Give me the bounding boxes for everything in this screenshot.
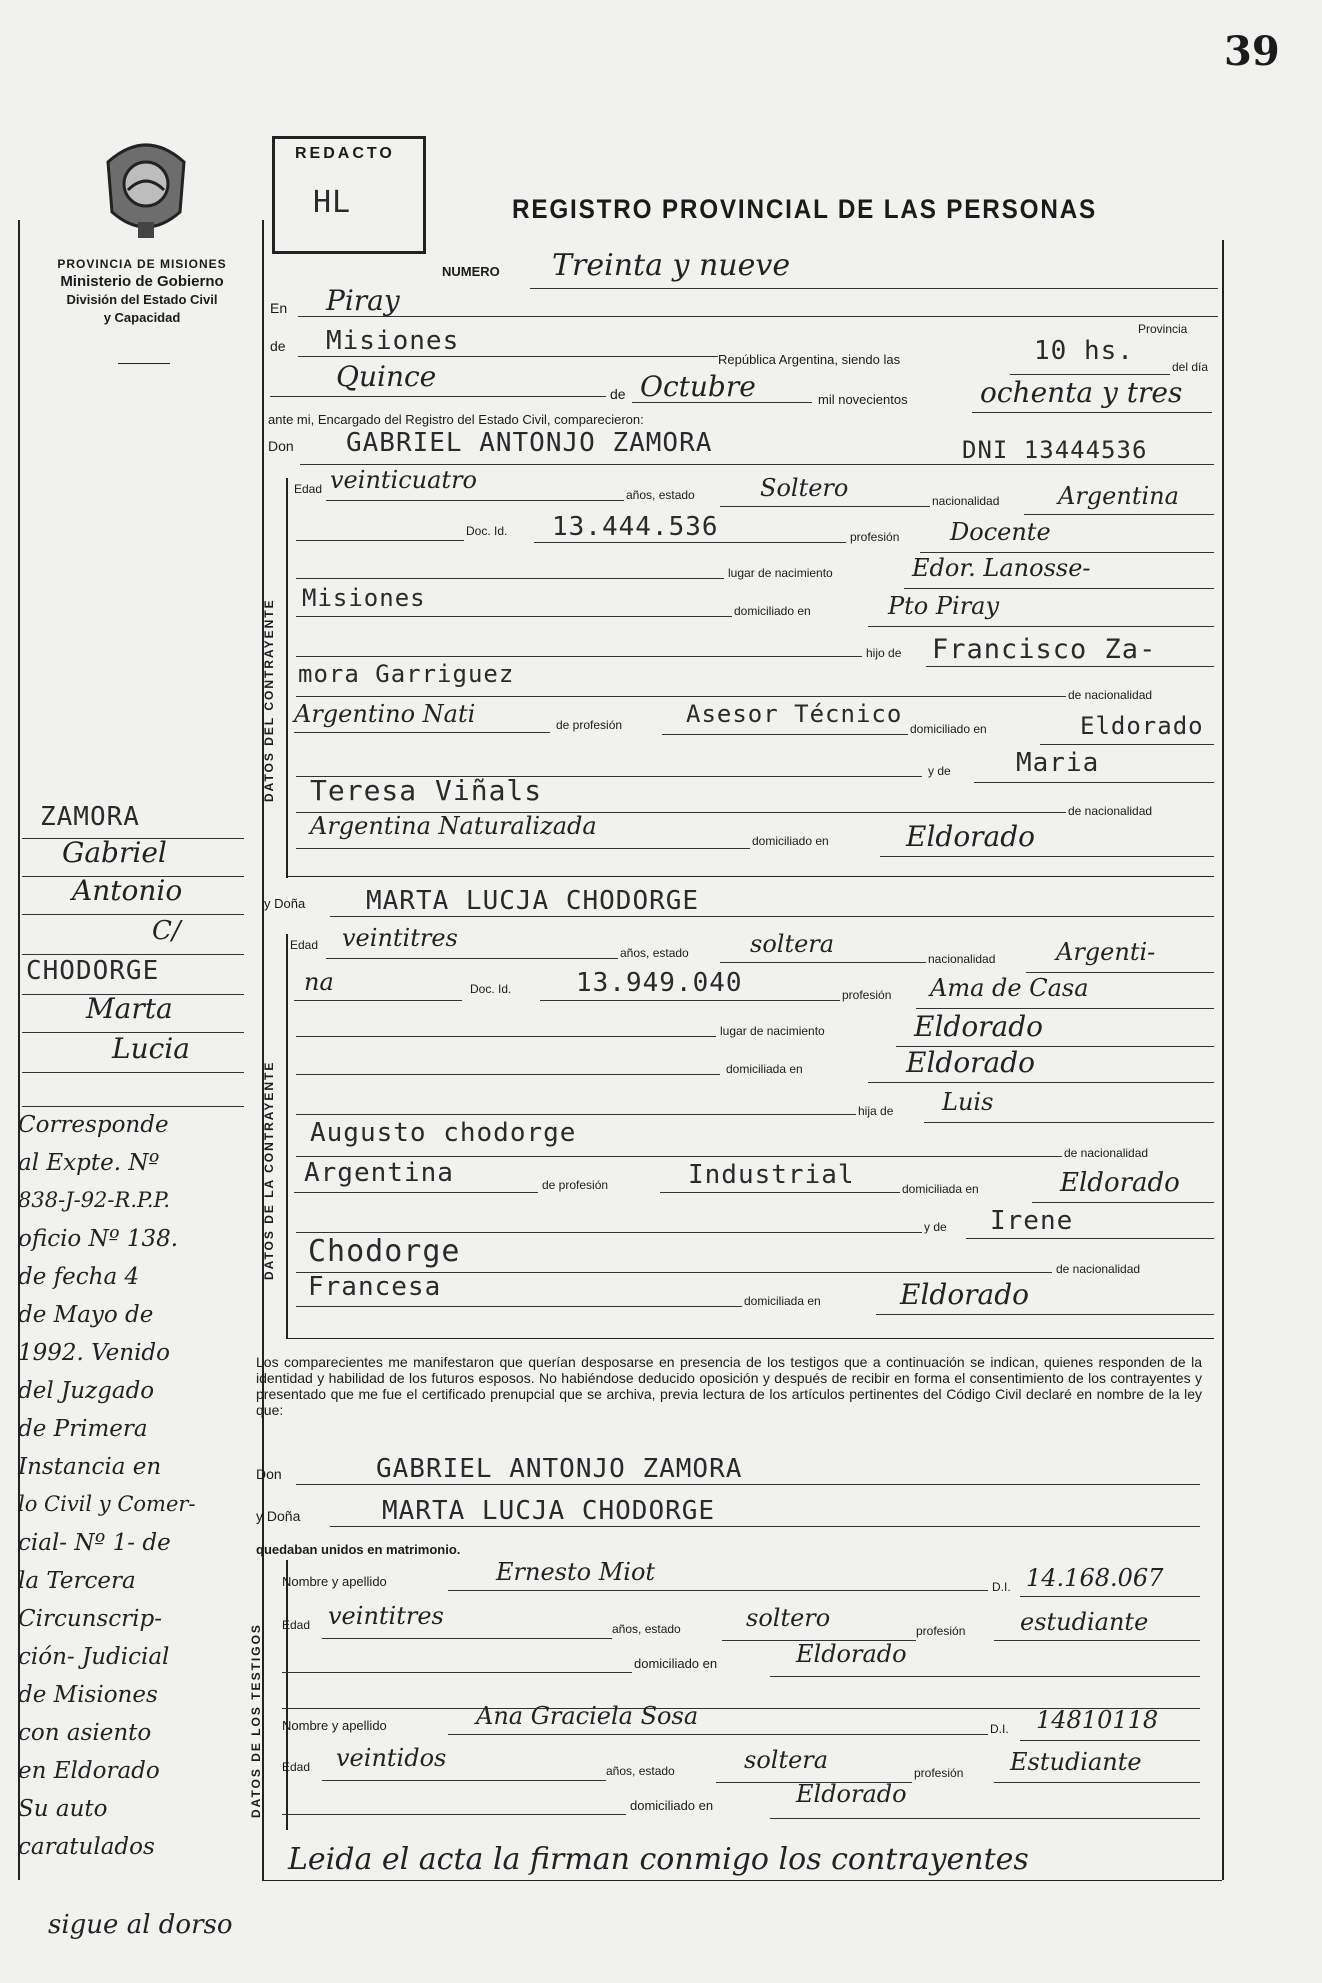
- contrayenta-madre-dom: Eldorado: [900, 1278, 1030, 1311]
- margin-note-line: lo Civil y Comer-: [18, 1492, 196, 1516]
- t1-nombre-label: Nombre y apellido: [282, 1574, 387, 1589]
- margin-note-line: de fecha 4: [18, 1264, 140, 1290]
- decl-don-name: GABRIEL ANTONJO ZAMORA: [376, 1454, 743, 1484]
- contrayenta-padre-nac: Argentina: [304, 1158, 454, 1188]
- signature-rule: [262, 1880, 1222, 1881]
- contrayenta-name: MARTA LUCJA CHODORGE: [366, 886, 700, 916]
- coat-of-arms-seal: [98, 132, 194, 244]
- contrayente-lugar-a: Edor. Lanosse-: [912, 554, 1091, 582]
- contrayenta-lugar-label: lugar de nacimiento: [720, 1024, 825, 1038]
- t1-edad: veintitres: [328, 1602, 444, 1630]
- padre-nac-label: de nacionalidad: [1068, 688, 1153, 702]
- contrayente-edad: veinticuatro: [330, 466, 477, 494]
- ante-label: ante mi, Encargado del Registro del Estado Civil, comparecieron:: [268, 412, 644, 427]
- contrayenta-estado: soltera: [750, 930, 835, 958]
- de-label: de: [270, 338, 286, 354]
- contrayenta-doc: 13.949.040: [576, 968, 743, 998]
- t2-prof-label: profesión: [914, 1766, 964, 1780]
- de-value: Misiones: [326, 326, 460, 356]
- t2-estado: soltera: [744, 1746, 829, 1774]
- domicilio-label: domiciliado en: [734, 604, 811, 618]
- t2-estado-label: años, estado: [606, 1764, 675, 1778]
- contrayente-padre-prof: Asesor Técnico: [686, 700, 903, 728]
- en-label: En: [270, 300, 288, 316]
- margin-note-line: 838-J-92-R.P.P.: [18, 1188, 171, 1212]
- contrayenta-nacionalidad-a: Argenti-: [1056, 938, 1156, 966]
- contrayenta-lugar: Eldorado: [914, 1010, 1044, 1043]
- numero-value: Treinta y nueve: [552, 248, 791, 283]
- y-de-label: y de: [928, 764, 951, 778]
- decl-dona-name: MARTA LUCJA CHODORGE: [382, 1496, 716, 1526]
- mes-value: Octubre: [640, 370, 756, 403]
- en-value: Piray: [326, 284, 400, 317]
- sidebar-contrayente-line: [286, 478, 288, 878]
- margin-name-line: Gabriel: [62, 836, 167, 869]
- decl-don-label: Don: [256, 1466, 282, 1482]
- don-label: Don: [268, 438, 294, 454]
- t2-di-label: D.I.: [990, 1722, 1009, 1736]
- page-number: 39: [1224, 28, 1280, 75]
- margin-note-line: la Tercera: [18, 1568, 136, 1594]
- contrayente-madre-a: Maria: [1016, 748, 1100, 778]
- contrayente-doc: 13.444.536: [552, 512, 719, 542]
- contrayenta-padre-b: Augusto chodorge: [310, 1118, 577, 1148]
- decl-closing: quedaban unidos en matrimonio.: [256, 1542, 461, 1557]
- margin-note-line: en Eldorado: [18, 1758, 160, 1784]
- contrayenta-padre-nac-label: de nacionalidad: [1064, 1146, 1149, 1160]
- contrayenta-padre-prof: Industrial: [688, 1160, 855, 1190]
- t1-domicilio: Eldorado: [796, 1640, 907, 1668]
- issuer-capacity: y Capacidad: [103, 310, 181, 325]
- contrayente-madre-nac: Argentina Naturalizada: [310, 812, 597, 840]
- madre-nac-label: de nacionalidad: [1068, 804, 1153, 818]
- contrayenta-y-de-label: y de: [924, 1220, 947, 1234]
- contrayenta-dom-label: domiciliada en: [726, 1062, 803, 1076]
- contrayente-domicilio: Pto Piray: [888, 592, 1000, 620]
- margin-name-line: C/: [152, 916, 181, 946]
- t2-nombre: Ana Graciela Sosa: [476, 1702, 699, 1730]
- margin-name-line: Marta: [86, 992, 173, 1025]
- t1-di: 14.168.067: [1026, 1564, 1164, 1592]
- t1-edad-label: Edad: [282, 1618, 311, 1632]
- dia-value: Quince: [336, 360, 437, 393]
- contrayenta-padre-dom-label: domiciliada en: [902, 1182, 979, 1196]
- issuer-province: PROVINCIA DE MISIONES: [57, 257, 227, 271]
- signing-statement: Leida el acta la firman conmigo los contrayentes: [288, 1842, 1029, 1877]
- side-label-contrayente: DATOS DEL CONTRAYENTE: [262, 598, 276, 802]
- t1-estado-label: años, estado: [612, 1622, 681, 1636]
- madre-dom-label: domiciliado en: [752, 834, 829, 848]
- contrayenta-domicilio: Eldorado: [906, 1046, 1036, 1079]
- side-label-testigos: DATOS DE LOS TESTIGOS: [249, 1623, 263, 1818]
- redacto-initials: HL: [313, 185, 352, 220]
- issuer-ministry: Ministerio de Gobierno: [60, 273, 224, 290]
- contrayente-bottom-rule: [286, 876, 1214, 877]
- margin-name-line: CHODORGE: [26, 956, 160, 986]
- margin-note-line: cial- Nº 1- de: [18, 1530, 171, 1556]
- t1-estado: soltero: [746, 1604, 831, 1632]
- sidebar-testigos-line: [286, 1560, 288, 1830]
- t2-dom-label: domiciliado en: [630, 1798, 714, 1813]
- estado-label: años, estado: [626, 488, 695, 502]
- contrayenta-nac-label: nacionalidad: [928, 952, 996, 966]
- contrayente-madre-b: Teresa Viñals: [310, 774, 543, 807]
- margin-note-line: de Misiones: [18, 1682, 158, 1708]
- contrayenta-nacionalidad-b: na: [304, 968, 334, 996]
- del-dia-label: del día: [1172, 360, 1209, 374]
- contrayenta-edad: veintitres: [342, 924, 458, 952]
- republica-label: República Argentina, siendo las: [718, 352, 901, 367]
- margin-note-line: 1992. Venido: [18, 1340, 171, 1366]
- issuer-division: División del Estado Civil: [66, 292, 218, 307]
- margin-note-line: Su auto: [18, 1796, 108, 1822]
- contrayente-padre-nac: Argentino Nati: [294, 700, 476, 728]
- contrayenta-madre-dom-label: domiciliada en: [744, 1294, 821, 1308]
- contrayente-profesion: Docente: [950, 518, 1051, 546]
- margin-note-line: oficio Nº 138.: [18, 1226, 179, 1252]
- margin-note-line: ción- Judicial: [18, 1644, 170, 1670]
- margin-note-line: Circunscrip-: [18, 1606, 162, 1632]
- issuer-rule: [118, 363, 170, 364]
- t2-di: 14810118: [1036, 1706, 1159, 1734]
- contrayenta-madre-nac: Francesa: [308, 1272, 442, 1302]
- contrayenta-edad-label: Edad: [290, 938, 319, 952]
- padre-dom-label: domiciliado en: [910, 722, 987, 736]
- hora-value: 10 hs.: [1034, 336, 1134, 366]
- profesion-label: profesión: [850, 530, 900, 544]
- padre-prof-label: de profesión: [556, 718, 623, 732]
- side-label-contrayenta: DATOS DE LA CONTRAYENTE: [262, 1060, 276, 1280]
- dona-label: y Doña: [264, 896, 306, 911]
- contrayenta-madre-b: Chodorge: [308, 1234, 461, 1269]
- contrayenta-bottom-rule: [286, 1338, 1214, 1339]
- edad-label: Edad: [294, 482, 323, 496]
- t1-nombre: Ernesto Miot: [496, 1558, 656, 1586]
- t1-profesion: estudiante: [1020, 1608, 1149, 1636]
- margin-name-line: ZAMORA: [40, 802, 140, 832]
- hijo-label: hijo de: [866, 646, 902, 660]
- contrayenta-padre-prof-label: de profesión: [542, 1178, 609, 1192]
- t1-di-label: D.I.: [992, 1580, 1011, 1594]
- t1-dom-label: domiciliado en: [634, 1656, 718, 1671]
- contrayenta-madre-a: Irene: [990, 1206, 1074, 1236]
- t2-edad-label: Edad: [282, 1760, 311, 1774]
- doc-label: Doc. Id.: [466, 524, 508, 538]
- page-title: REGISTRO PROVINCIAL DE LAS PERSONAS: [512, 194, 1098, 224]
- margin-note-line: de Primera: [18, 1416, 148, 1442]
- t2-domicilio: Eldorado: [796, 1780, 907, 1808]
- contrayenta-padre-a: Luis: [942, 1088, 994, 1116]
- numero-label: NUMERO: [442, 264, 500, 279]
- provincia-label: Provincia: [1138, 322, 1188, 336]
- contrayente-lugar-b: Misiones: [302, 584, 426, 612]
- contrayenta-estado-label: años, estado: [620, 946, 689, 960]
- contrayenta-padre-dom: Eldorado: [1060, 1168, 1180, 1198]
- redacto-box: [272, 136, 426, 254]
- contrayente-dni: DNI 13444536: [962, 436, 1148, 464]
- declaration-text: Los comparecientes me manifestaron que querían desposarse en presencia de los testigos que a continuación se indican, quienes responden de la identidad y habilidad de los futuros esposos. No habiéndose deducido oposición y después de recibir en forma el consentimiento de los contrayentes y presentado que me fue el certificado prenupcial que se archiva, previa lectura de los artículos pertinentes del Código Civil declaré en nombre de la ley que:: [256, 1354, 1202, 1418]
- hija-label: hija de: [858, 1104, 894, 1118]
- contrayente-padre-a: Francisco Za-: [932, 634, 1157, 665]
- t2-profesion: Estudiante: [1010, 1748, 1142, 1776]
- form-right-border: [1222, 240, 1224, 1880]
- lugar-label: lugar de nacimiento: [728, 566, 833, 580]
- t2-edad: veintidos: [336, 1744, 447, 1772]
- contrayente-estado: Soltero: [760, 474, 849, 502]
- contrayenta-madre-nac-label: de nacionalidad: [1056, 1262, 1141, 1276]
- redacto-label: REDACTO: [295, 145, 395, 162]
- margin-note-line: al Expte. Nº: [18, 1150, 160, 1176]
- anio-value: ochenta y tres: [980, 376, 1183, 409]
- margin-note-line: del Juzgado: [18, 1378, 155, 1404]
- margin-footer: sigue al dorso: [48, 1910, 233, 1940]
- contrayenta-doc-label: Doc. Id.: [470, 982, 512, 996]
- contrayente-name: GABRIEL ANTONJO ZAMORA: [346, 428, 713, 458]
- margin-note-line: con asiento: [18, 1720, 152, 1746]
- nacionalidad-label: nacionalidad: [932, 494, 1000, 508]
- margin-note-line: Instancia en: [18, 1454, 162, 1480]
- contrayenta-profesion: Ama de Casa: [930, 974, 1089, 1002]
- contrayente-madre-dom: Eldorado: [906, 820, 1036, 853]
- contrayente-nacionalidad: Argentina: [1058, 482, 1179, 510]
- margin-name-line: Antonio: [72, 874, 183, 907]
- t1-prof-label: profesión: [916, 1624, 966, 1638]
- contrayenta-prof-label: profesión: [842, 988, 892, 1002]
- decl-dona-label: y Doña: [256, 1508, 301, 1524]
- contrayente-padre-b: mora Garriguez: [298, 660, 515, 688]
- margin-name-line: Lucia: [112, 1032, 190, 1065]
- mil-label: mil novecientos: [818, 392, 908, 407]
- margin-note-line: caratulados: [18, 1834, 155, 1860]
- sidebar-contrayenta-line: [286, 934, 288, 1339]
- de-mes-label: de: [610, 386, 626, 402]
- margin-note-line: de Mayo de: [18, 1302, 154, 1328]
- t2-nombre-label: Nombre y apellido: [282, 1718, 387, 1733]
- contrayente-padre-dom: Eldorado: [1080, 712, 1204, 740]
- margin-note-line: Corresponde: [18, 1112, 169, 1138]
